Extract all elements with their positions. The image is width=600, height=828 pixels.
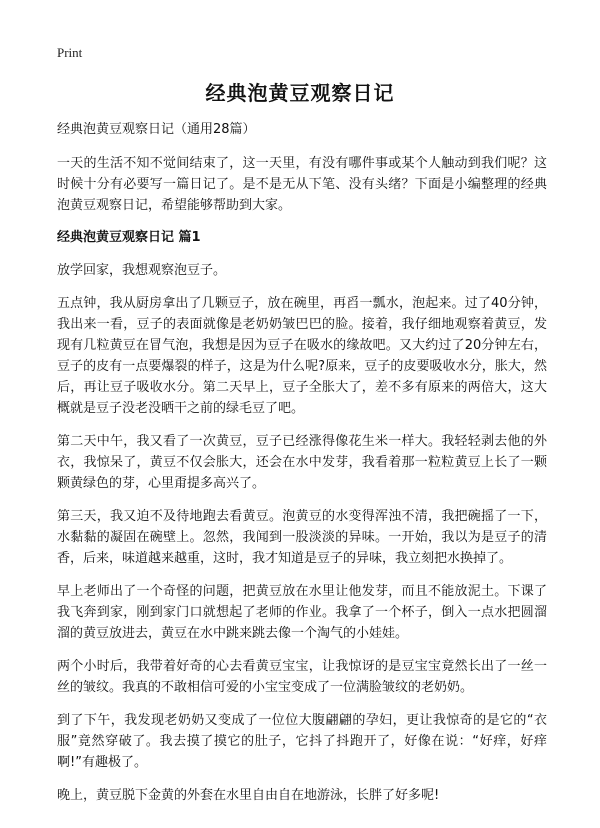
body-paragraph: 第二天中午，我又看了一次黄豆，豆子已经涨得像花生米一样大。我轻轻剥去他的外衣，我惊呆了，黄豆不仅会胀大，还会在水中发芽，我看着那一粒粒黄豆上长了一颗颗黄绿色的芽，心里甭提多高兴了。 xyxy=(57,434,547,491)
body-paragraph: 晚上，黄豆脱下金黄的外套在水里自由自在地游泳，长胖了好多呢! xyxy=(57,788,440,803)
document-title: 经典泡黄豆观察日记 xyxy=(205,81,395,105)
body-paragraph: 五点钟，我从厨房拿出了几颗豆子，放在碗里，再舀一瓢水，泡起来。过了40分钟，我出来一看，豆子的表面就像是老奶奶皱巴巴的脸。接着，我仔细地观察着黄豆，发现有几粒黄豆在冒气泡，我想是因为豆子在吸水的缘故吧。又大约过了20分钟左右，豆子的皮有一点要爆裂的样子，这是为什么呢?原来，豆子的皮要吸收水分，胀大，然后，再让豆子吸收水分。第二天早上，豆子全胀大了，差不多有原来的两倍大，这大概就是豆子没老没晒干之前的绿毛豆了吧。 xyxy=(57,296,547,416)
document-subtitle: 经典泡黄豆观察日记（通用28篇） xyxy=(57,122,256,137)
body-paragraph: 早上老师出了一个奇怪的问题，把黄豆放在水里让他发芽，而且不能放泥土。下课了我飞奔到家，刚到家门口就想起了老师的作业。我拿了一个杯子，倒入一点水把圆溜溜的黄豆放进去，黄豆在水中跳来跳去像一个淘气的小娃娃。 xyxy=(57,584,547,641)
body-paragraph: 放学回家，我想观察泡豆子。 xyxy=(57,263,227,278)
body-paragraph: 到了下午，我发现老奶奶又变成了一位位大腹翩翩的孕妇，更让我惊奇的是它的“衣服”竟然穿破了。我去摸了摸它的肚子，它抖了抖跑开了，好像在说：“好痒，好痒啊!”有趣极了。 xyxy=(57,713,547,770)
body-paragraph: 两个小时后，我带着好奇的心去看黄豆宝宝，让我惊讶的是豆宝宝竟然长出了一丝一丝的皱纹。我真的不敢相信可爱的小宝宝变成了一位满脸皱纹的老奶奶。 xyxy=(57,659,547,695)
section-heading: 经典泡黄豆观察日记 篇1 xyxy=(57,230,201,245)
body-paragraph: 第三天，我又迫不及待地跑去看黄豆。泡黄豆的水变得浑浊不清，我把碗摇了一下，水黏黏的凝固在碗壁上。忽然，我闻到一股淡淡的异味。一开始，我以为是豆子的清香，后来，味道越来越重，这时，我才知道是豆子的异味，我立刻把水换掉了。 xyxy=(57,509,547,566)
print-link[interactable]: Print xyxy=(57,45,83,60)
intro-paragraph: 一天的生活不知不觉间结束了，这一天里，有没有哪件事或某个人触动到我们呢？这时候十分有必要写一篇日记了。是不是无从下笔、没有头绪？下面是小编整理的经典泡黄豆观察日记，希望能够帮助到大家。 xyxy=(57,156,547,213)
document-body xyxy=(57,121,547,818)
